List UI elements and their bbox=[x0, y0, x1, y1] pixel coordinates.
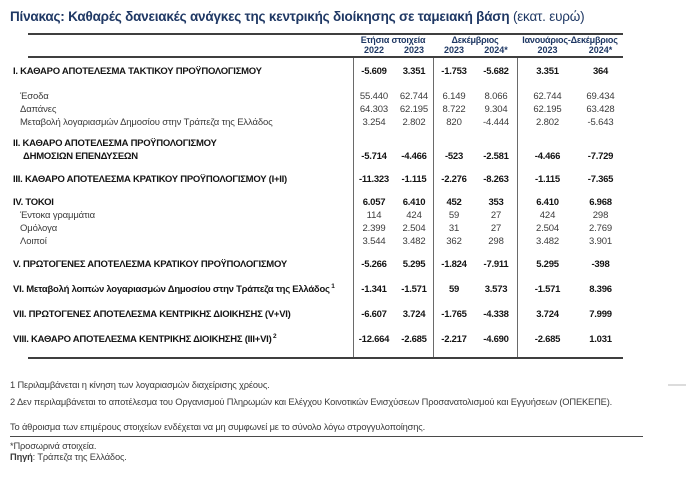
cell-value: 8.722 bbox=[442, 104, 466, 115]
row-label: ΙΙ. ΚΑΘΑΡΟ ΑΠΟΤΕΛΕΣΜΑ ΠΡΟΫΠΟΛΟΓΙΣΜΟΥ ΔΗΜΟΣΙΩΝ ΕΠΕΝΔΥΣΕΩΝ bbox=[13, 138, 217, 162]
row-label: IV. ΤΟΚΟΙ bbox=[13, 197, 54, 208]
cell-value: 55.440 bbox=[359, 91, 389, 102]
row-label: VI. Μεταβολή λοιπών λογαριασμών Δημοσίου στην Τράπεζα της Ελλάδος $^1$ bbox=[13, 282, 335, 295]
cell-value: 64.303 bbox=[359, 104, 389, 115]
row-label: VIII. ΚΑΘΑΡΟ ΑΠΟΤΕΛΕΣΜΑ ΚΕΝΤΡΙΚΗΣ ΔΙΟΙΚΗΣΗΣ (III+VI) $^2$ bbox=[13, 332, 277, 345]
cell-value: 2.802 bbox=[535, 117, 560, 128]
cell-value: 3.724 bbox=[536, 309, 559, 320]
cell-value: -4.444 bbox=[482, 117, 510, 128]
row-label: Λοιποί bbox=[20, 236, 47, 247]
cell-value: 298 bbox=[488, 236, 504, 247]
table-row bbox=[13, 65, 623, 78]
cell-value: 59 bbox=[448, 210, 460, 221]
cell-value: 820 bbox=[446, 117, 462, 128]
row-label: VII. ΠΡΩΤΟΓΕΝΕΣ ΑΠΟΤΕΛΕΣΜΑ ΚΕΝΤΡΙΚΗΣ ΔΙΟΙΚΗΣΗΣ (V+VI) bbox=[13, 309, 291, 320]
cell-value: 298 bbox=[592, 210, 609, 221]
cell-value: 6.410 bbox=[402, 197, 426, 208]
cell-value: 3.901 bbox=[588, 236, 613, 247]
cell-value: 31 bbox=[448, 223, 460, 234]
cell-value: 2.504 bbox=[535, 223, 560, 234]
column-group-header-annual: Ετήσια στοιχεία bbox=[360, 35, 426, 45]
cell-value: -1.571 bbox=[401, 284, 427, 295]
cell-value: 362 bbox=[446, 236, 462, 247]
cell-value: -4.466 bbox=[534, 151, 561, 162]
cell-value: 6.149 bbox=[442, 91, 466, 102]
cell-value: 27 bbox=[490, 210, 502, 221]
cell-value: 27 bbox=[490, 223, 502, 234]
cell-value: -1.115 bbox=[535, 174, 560, 185]
cell-value: 2.802 bbox=[402, 117, 426, 128]
cell-value: -5.266 bbox=[361, 259, 387, 270]
cell-value: -6.607 bbox=[361, 309, 387, 320]
cell-value: 452 bbox=[446, 197, 462, 208]
cell-value: 3.544 bbox=[362, 236, 386, 247]
cell-value: 353 bbox=[488, 197, 504, 208]
provisional-note: *Προσωρινά στοιχεία. bbox=[10, 441, 97, 451]
cell-value: -1.824 bbox=[441, 259, 467, 270]
cell-value: -2.685 bbox=[534, 334, 561, 345]
cell-value: -2.685 bbox=[401, 334, 427, 345]
rounding-note: Το άθροισμα των επιμέρους στοιχείων ενδέχεται να μη συμφωνεί με το σύνολο λόγω στρογγυλοποίησης. bbox=[10, 422, 426, 432]
cell-value: 2.399 bbox=[362, 223, 386, 234]
cell-value: -398 bbox=[591, 259, 610, 270]
year-header: 2023 bbox=[443, 45, 465, 55]
year-header: 2023 bbox=[537, 45, 558, 55]
column-group-header-december: Δεκέμβριος bbox=[451, 35, 499, 45]
year-header-row bbox=[353, 45, 623, 55]
cell-value: 3.724 bbox=[402, 309, 426, 320]
cell-value: 62.195 bbox=[399, 104, 429, 115]
cell-value: 69.434 bbox=[586, 91, 615, 102]
table-row bbox=[13, 235, 623, 248]
row-label: Έντοκα γραμμάτια bbox=[20, 210, 95, 221]
cell-value: 62.195 bbox=[533, 104, 562, 115]
year-header: 2022 bbox=[363, 45, 385, 55]
row-label: ΙΙΙ. ΚΑΘΑΡΟ ΑΠΟΤΕΛΕΣΜΑ ΚΡΑΤΙΚΟΥ ΠΡΟΫΠΟΛΟΓΙΣΜΟΥ (Ι+ΙΙ) bbox=[13, 174, 287, 185]
cell-value: -5.609 bbox=[361, 66, 387, 77]
cell-value: 3.351 bbox=[402, 66, 426, 77]
table-body bbox=[13, 58, 623, 346]
cell-value: 424 bbox=[539, 210, 556, 221]
cell-value: -11.323 bbox=[359, 174, 389, 185]
cell-value: -4.338 bbox=[483, 309, 509, 320]
cell-value: 6.410 bbox=[536, 197, 559, 208]
cell-value: -4.466 bbox=[401, 151, 427, 162]
cell-value: -1.765 bbox=[441, 309, 467, 320]
year-header: 2023 bbox=[403, 45, 425, 55]
cell-value: 2.769 bbox=[588, 223, 613, 234]
cell-value: -2.276 bbox=[441, 174, 467, 185]
cell-value: 59 bbox=[448, 284, 460, 295]
cell-value: 7.999 bbox=[589, 309, 612, 320]
cell-value: -1.115 bbox=[401, 174, 427, 185]
cell-value: 1.031 bbox=[589, 334, 612, 345]
cell-value: 5.295 bbox=[402, 259, 426, 270]
cell-value: 8.396 bbox=[589, 284, 612, 295]
cell-value: -523 bbox=[444, 151, 463, 162]
row-label: V. ΠΡΩΤΟΓΕΝΕΣ ΑΠΟΤΕΛΕΣΜΑ ΚΡΑΤΙΚΟΥ ΠΡΟΫΠΟΛΟΓΙΣΜΟΥ bbox=[13, 259, 287, 270]
stray-dash bbox=[668, 384, 686, 386]
cell-value: 3.482 bbox=[535, 236, 560, 247]
table-row bbox=[13, 209, 623, 222]
table-row bbox=[13, 116, 623, 129]
table-bottom-rule bbox=[28, 357, 623, 359]
table-row bbox=[13, 333, 623, 346]
table-row bbox=[13, 173, 623, 186]
cell-value: -7.911 bbox=[483, 259, 509, 270]
table-row bbox=[13, 258, 623, 271]
cell-value: -1.341 bbox=[361, 284, 387, 295]
source-note bbox=[10, 451, 127, 463]
table-row bbox=[13, 137, 623, 163]
cell-value: 6.968 bbox=[589, 197, 612, 208]
row-label: Έσοδα bbox=[20, 91, 49, 102]
cell-value: 364 bbox=[592, 66, 609, 77]
column-divider bbox=[517, 58, 518, 357]
table-row bbox=[13, 283, 623, 296]
cell-value: 3.351 bbox=[536, 66, 559, 77]
column-divider bbox=[353, 58, 354, 357]
cell-value: -1.753 bbox=[441, 66, 467, 77]
cell-value: -2.217 bbox=[441, 334, 467, 345]
cell-value: 9.304 bbox=[484, 104, 508, 115]
cell-value: -5.643 bbox=[587, 117, 614, 128]
cell-value: 62.744 bbox=[533, 91, 562, 102]
table-row bbox=[13, 308, 623, 321]
cell-value: -1.571 bbox=[534, 284, 561, 295]
row-label: Ομόλογα bbox=[20, 223, 58, 234]
cell-value: 5.295 bbox=[536, 259, 559, 270]
page-title-text: Πίνακας: Καθαρές δανειακές ανάγκες της κεντρικής διοίκησης σε ταμειακή βάση bbox=[10, 9, 510, 24]
cell-value: 62.744 bbox=[399, 91, 429, 102]
cell-value: -8.263 bbox=[483, 174, 509, 185]
cell-value: 6.057 bbox=[362, 197, 386, 208]
row-label: Μεταβολή λογαριασμών Δημοσίου στην Τράπεζα της Ελλάδος bbox=[20, 117, 273, 128]
footnote-2: 2 Δεν περιλαμβάνεται το αποτέλεσμα του Οργανισμού Πληρωμών και Ελέγχου Κοινοτικών Ενισχύσεων Προσανατολισμού και Εγγυήσεων (ΟΠΕΚΕΠΕ). bbox=[10, 397, 613, 407]
cell-value: -7.729 bbox=[587, 151, 614, 162]
column-group-header-jan-dec: Ιανουάριος-Δεκέμβριος bbox=[522, 35, 618, 45]
row-label: Δαπάνες bbox=[20, 104, 57, 115]
cell-value: 3.573 bbox=[484, 284, 508, 295]
source-text: : Τράπεζα της Ελλάδος. bbox=[32, 452, 127, 462]
cell-value: -5.714 bbox=[361, 151, 387, 162]
cell-value: 3.482 bbox=[402, 236, 426, 247]
cell-value: 3.254 bbox=[362, 117, 386, 128]
page-title bbox=[10, 7, 584, 26]
year-header: 2024* bbox=[588, 45, 613, 55]
cell-value: 8.066 bbox=[484, 91, 508, 102]
table-row bbox=[13, 90, 623, 103]
table-row bbox=[13, 222, 623, 235]
footnote-1: 1 Περιλαμβάνεται η κίνηση των λογαριασμών διαχείρισης χρέους. bbox=[10, 380, 270, 390]
table-row bbox=[13, 103, 623, 116]
source-label: Πηγή bbox=[10, 452, 33, 462]
page-title-unit: (εκατ. ευρώ) bbox=[509, 9, 585, 24]
cell-value: -5.682 bbox=[483, 66, 509, 77]
year-header: 2024* bbox=[484, 45, 508, 55]
column-divider bbox=[433, 58, 434, 357]
cell-value: 114 bbox=[366, 210, 382, 221]
cell-value: 424 bbox=[406, 210, 422, 221]
cell-value: 2.504 bbox=[402, 223, 426, 234]
cell-value: -2.581 bbox=[483, 151, 509, 162]
cell-value: -12.664 bbox=[358, 334, 390, 345]
table-row bbox=[13, 196, 623, 209]
footnote-rule bbox=[10, 436, 643, 437]
cell-value: -4.690 bbox=[483, 334, 509, 345]
cell-value: -7.365 bbox=[587, 174, 614, 185]
cell-value: 63.428 bbox=[586, 104, 615, 115]
row-label: Ι. ΚΑΘΑΡΟ ΑΠΟΤΕΛΕΣΜΑ ΤΑΚΤΙΚΟΥ ΠΡΟΫΠΟΛΟΓΙΣΜΟΥ bbox=[13, 66, 262, 77]
